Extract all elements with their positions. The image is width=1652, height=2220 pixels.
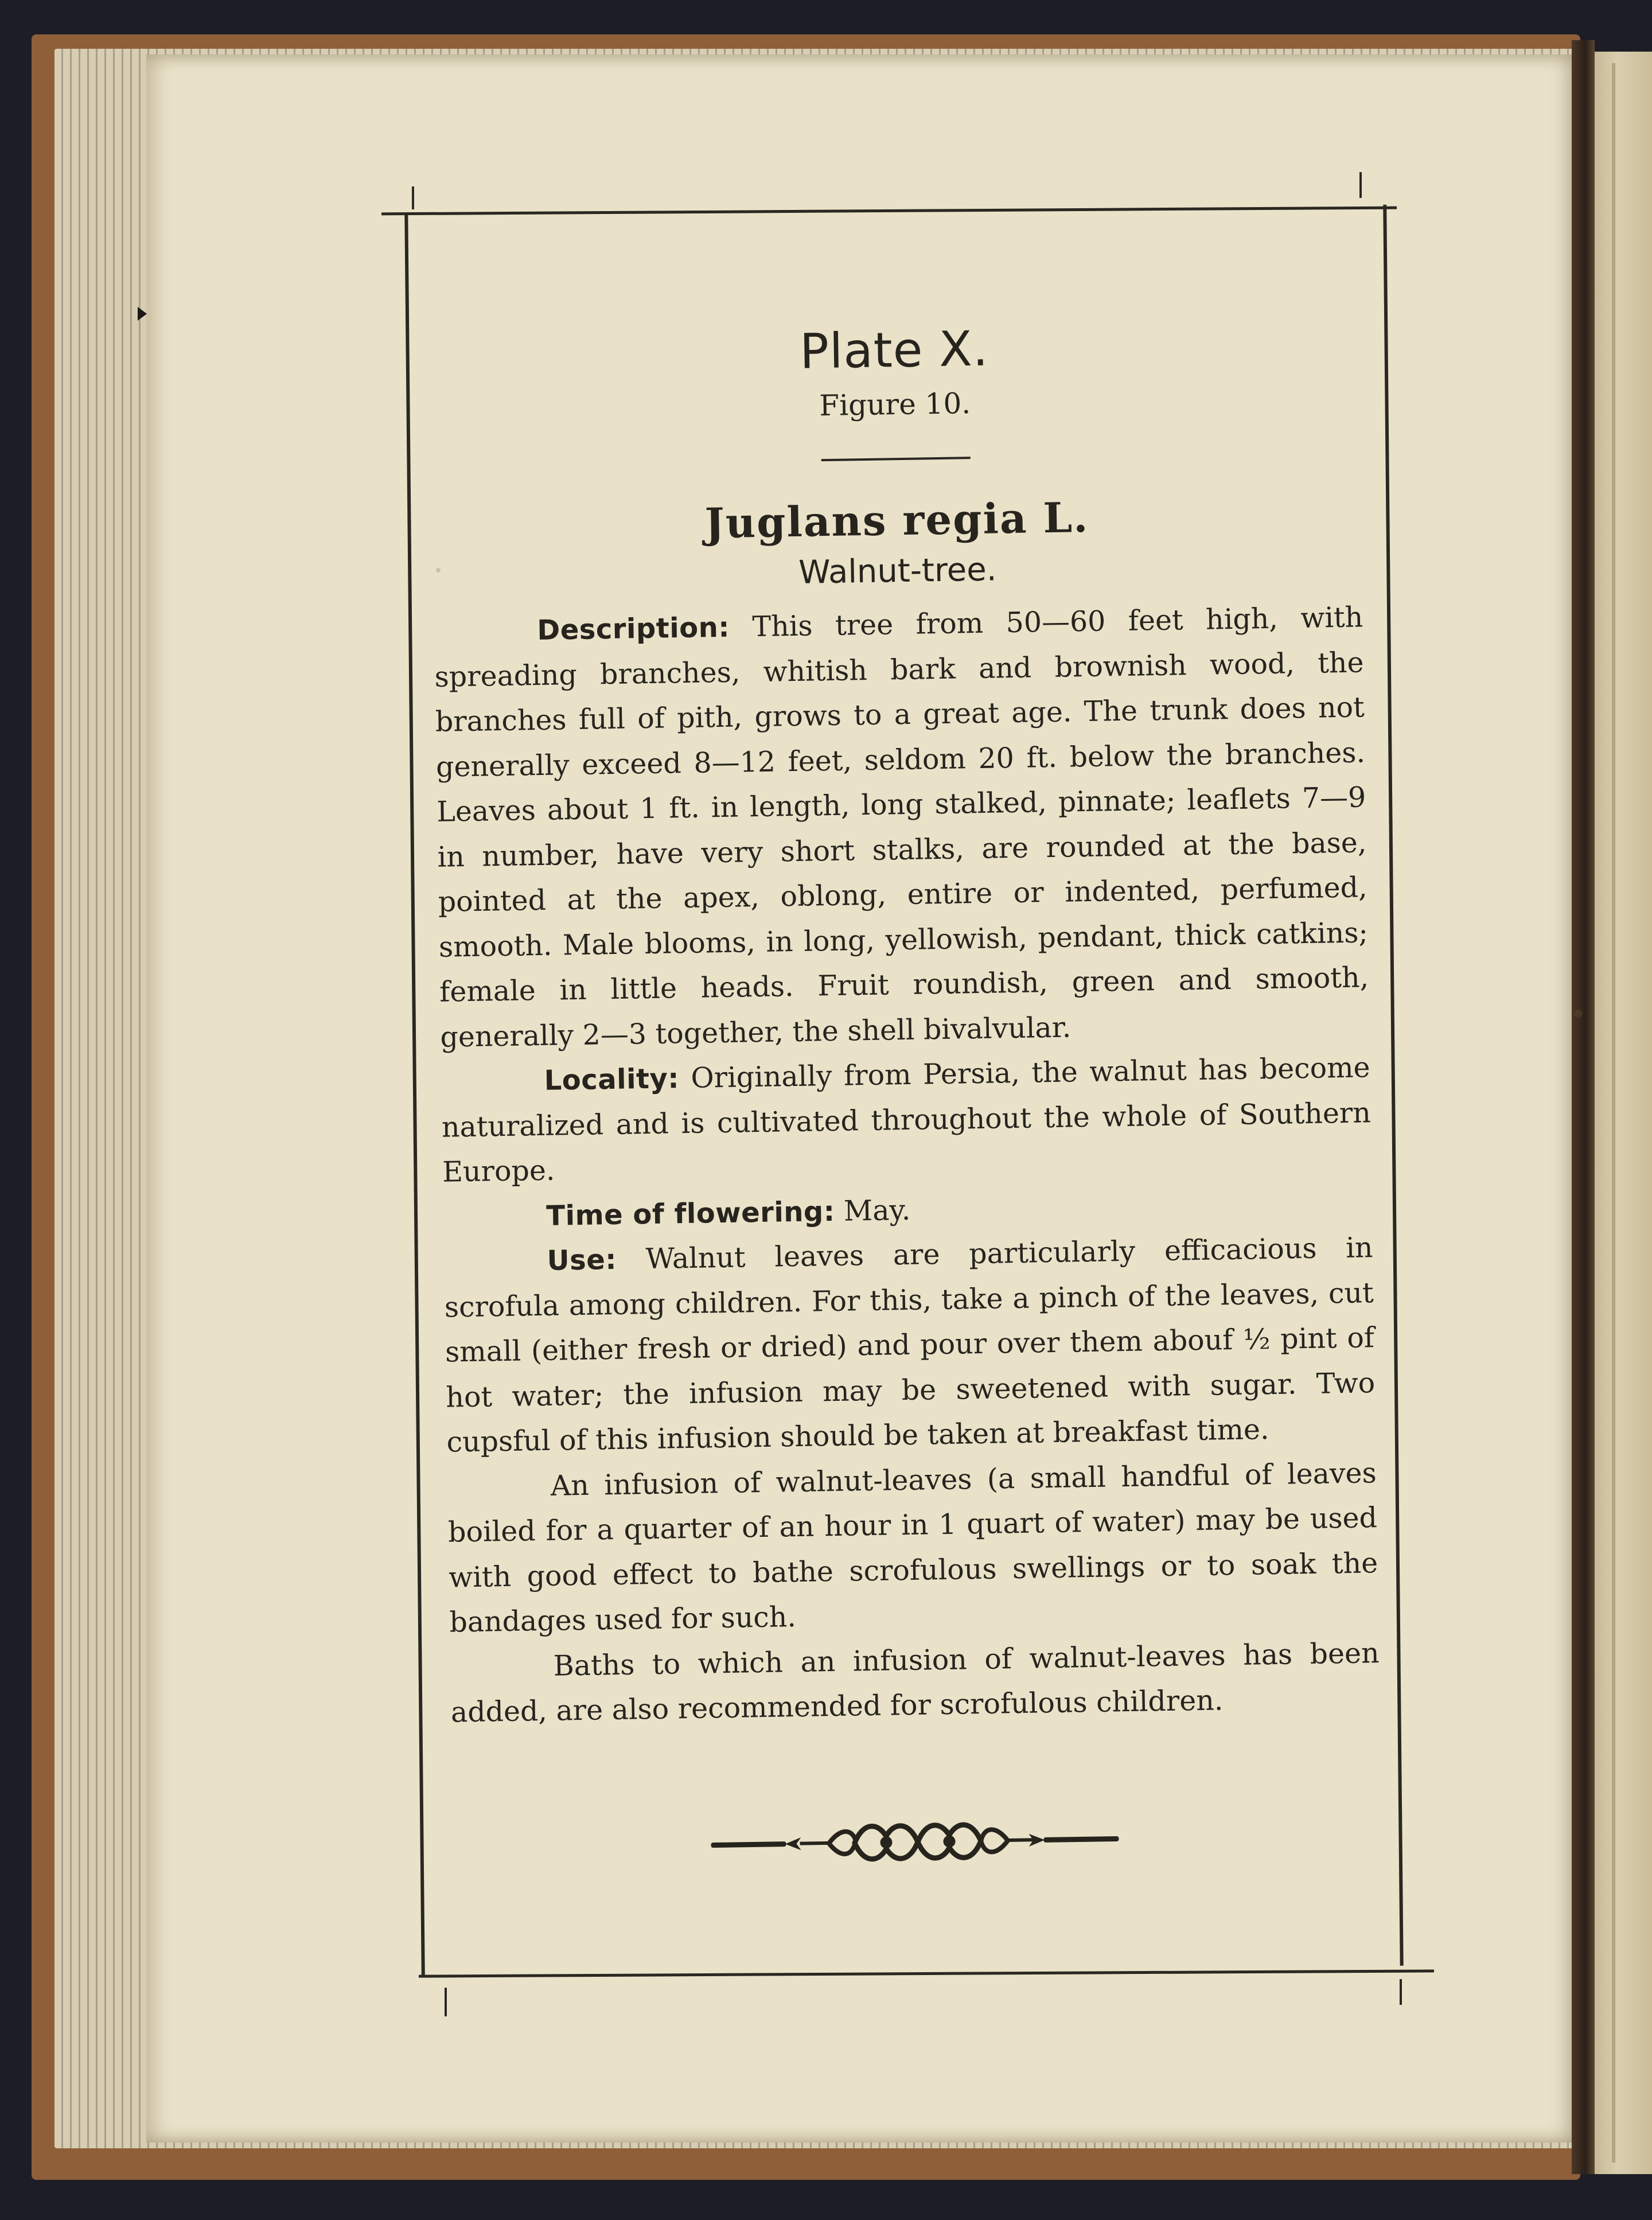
book-gutter [1572,40,1595,2174]
frame-tick [412,186,414,209]
paragraph-label: Description: [536,611,730,646]
right-page-edge [1612,63,1615,2163]
paragraph-text: Originally from Persia, the walnut has become naturalized and is cultivated throughout the whole of Southern Europe. [441,1051,1372,1189]
use-paragraph [443,1225,1376,1465]
paragraph-text: Walnut leaves are particularly efficacious in scrofula among children. For this, take a pinch of the leaves, cut small (either fresh or dried) and pour over them abouf ½ pint of hot water; the infusion may be sweetened with sugar. Two cupsful of this infusion should be taken at breakfast time. [444,1231,1376,1459]
infusion-paragraph [447,1451,1379,1645]
figure-label: Figure 10. [819,387,971,423]
common-name: Walnut-tree. [798,551,997,591]
paragraph-text: This tree from 50—60 feet high, with spreading branches, whitish bark and brownish wood, the branches full of pith, grows to a great age. The trunk does not generally exceed 8—12 feet, seldom 20 ft. below the branches. Leaves about 1 ft. in length, long stalked, pinnate; leaflets 7—9 in number, have very short stalks, are rounded at the base, pointed at the apex, oblong, entire or indented, perfumed, smooth. Male blooms, in long, yellowish, pendant, thick catkins; female in little heads. Fruit roundish, green and smooth, generally 2—3 together, the shell bivalvular. [434,601,1369,1054]
frame-tick [1359,172,1362,198]
baths-paragraph [450,1631,1380,1735]
paragraph-label: Locality: [544,1062,680,1097]
paragraph-label: Use: [547,1243,617,1277]
frame-tick [1400,1979,1402,2005]
paragraph-text: May. [843,1193,911,1228]
latin-name: Juglans regia L. [704,492,1089,548]
page-mark-icon [138,307,147,321]
right-page-sliver [1595,52,1652,2174]
plate-text [429,314,1380,1735]
description-paragraph [434,595,1370,1060]
locality-paragraph [441,1045,1372,1195]
printer-ornament-icon [705,1806,1125,1876]
paper-spot [1575,1010,1583,1018]
title-divider [821,457,971,461]
plate-title: Plate X. [799,320,989,380]
frame-tick [445,1988,447,2016]
paragraph-text: Baths to which an infusion of walnut-leaves has been added, are also recommended for scrofulous children. [450,1636,1380,1729]
paragraph-text: An infusion of walnut-leaves (a small handful of leaves boiled for a quarter of an hour in 1 quart of water) may be used with good effect to bathe scrofulous swellings or to soak the bandages used for such. [447,1456,1378,1639]
paragraph-label: Time of flowering: [546,1195,835,1232]
